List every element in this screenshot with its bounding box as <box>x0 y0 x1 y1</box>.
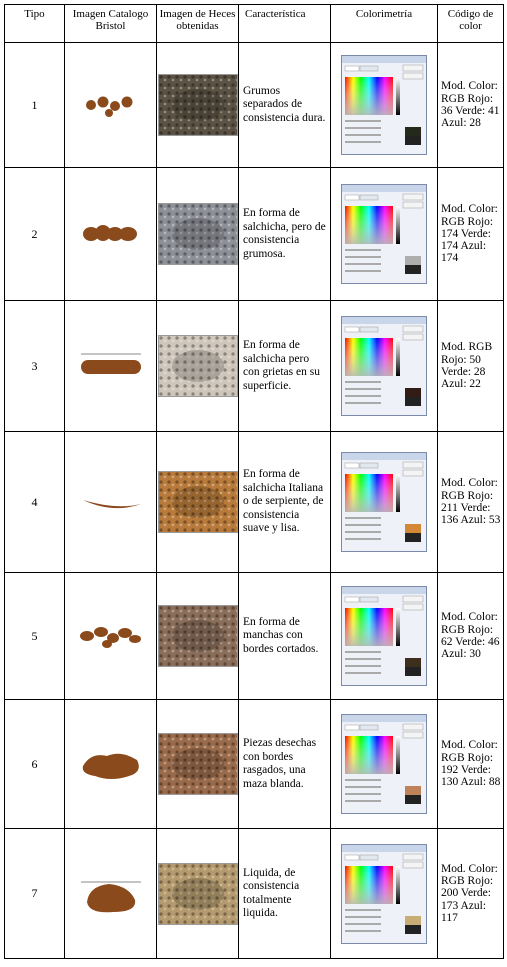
table-row <box>5 43 504 168</box>
catalogo-cell <box>65 700 157 829</box>
catalogo-cell <box>65 168 157 301</box>
codigo-color-cell: Mod. Color: RGB Rojo: 36 Verde: 41 Azul: 28 <box>438 43 504 168</box>
heces-cell <box>157 43 239 168</box>
table-row <box>5 301 504 432</box>
header-tipo: Tipo <box>5 5 65 43</box>
catalogo-cell <box>65 829 157 959</box>
colorimetria-cell <box>331 301 438 432</box>
caracteristica-cell: En forma de manchas con bordes cortados. <box>239 573 331 700</box>
colorimetria-cell <box>331 573 438 700</box>
windows-color-dialog-icon <box>341 452 427 552</box>
heces-cell <box>157 168 239 301</box>
bristol-illustration-icon <box>77 742 145 786</box>
codigo-color-cell: Mod. Color: RGB Rojo: 211 Verde: 136 Azul: 53 <box>438 432 504 573</box>
stool-photo-icon <box>158 74 238 136</box>
stool-photo-icon <box>158 203 238 265</box>
stool-photo-icon <box>158 863 238 925</box>
stool-photo-icon <box>158 605 238 667</box>
bristol-illustration-icon <box>77 212 145 256</box>
windows-color-dialog-icon <box>341 714 427 814</box>
stool-photo-icon <box>158 335 238 397</box>
colorimetria-cell <box>331 829 438 959</box>
bristol-illustration-icon <box>77 344 145 388</box>
bristol-illustration-icon <box>77 480 145 524</box>
header-colorimetria: Colorimetría <box>331 5 438 43</box>
table-row <box>5 432 504 573</box>
stool-photo-icon <box>158 733 238 795</box>
table-row <box>5 168 504 301</box>
catalogo-cell <box>65 573 157 700</box>
heces-cell <box>157 700 239 829</box>
codigo-color-cell: Mod. Color: RGB Rojo: 192 Verde: 130 Azul: 88 <box>438 700 504 829</box>
tipo-cell: 1 <box>5 43 65 168</box>
bristol-illustration-icon <box>77 872 145 916</box>
caracteristica-cell: Piezas desechas con bordes rasgados, una maza blanda. <box>239 700 331 829</box>
header-heces: Imagen de Heces obtenidas <box>157 5 239 43</box>
tipo-cell: 2 <box>5 168 65 301</box>
heces-cell <box>157 432 239 573</box>
caracteristica-cell: Liquida, de consistencia totalmente liquida. <box>239 829 331 959</box>
heces-cell <box>157 829 239 959</box>
caracteristica-cell: En forma de salchicha pero con grietas en su superficie. <box>239 301 331 432</box>
table-row <box>5 700 504 829</box>
windows-color-dialog-icon <box>341 844 427 944</box>
bristol-illustration-icon <box>77 83 145 127</box>
bristol-table <box>4 4 504 959</box>
header-row <box>5 5 504 43</box>
table-row <box>5 829 504 959</box>
header-caracteristica: Característica <box>239 5 331 43</box>
codigo-color-cell: Mod. Color: RGB Rojo: 62 Verde: 46 Azul: 30 <box>438 573 504 700</box>
windows-color-dialog-icon <box>341 316 427 416</box>
bristol-illustration-icon <box>77 614 145 658</box>
tipo-cell: 7 <box>5 829 65 959</box>
tipo-cell: 3 <box>5 301 65 432</box>
colorimetria-cell <box>331 43 438 168</box>
windows-color-dialog-icon <box>341 586 427 686</box>
tipo-cell: 6 <box>5 700 65 829</box>
heces-cell <box>157 301 239 432</box>
stool-photo-icon <box>158 471 238 533</box>
colorimetria-cell <box>331 168 438 301</box>
header-codigo: Código de color <box>438 5 504 43</box>
catalogo-cell <box>65 43 157 168</box>
heces-cell <box>157 573 239 700</box>
windows-color-dialog-icon <box>341 55 427 155</box>
caracteristica-cell: En forma de salchicha Italiana o de serpiente, de consistencia suave y lisa. <box>239 432 331 573</box>
codigo-color-cell: Mod. Color: RGB Rojo: 174 Verde: 174 Azul: 174 <box>438 168 504 301</box>
table-row <box>5 573 504 700</box>
caracteristica-cell: En forma de salchicha, pero de consistencia grumosa. <box>239 168 331 301</box>
colorimetria-cell <box>331 432 438 573</box>
windows-color-dialog-icon <box>341 184 427 284</box>
caracteristica-cell: Grumos separados de consistencia dura. <box>239 43 331 168</box>
tipo-cell: 4 <box>5 432 65 573</box>
header-catalogo: Imagen Catalogo Bristol <box>65 5 157 43</box>
catalogo-cell <box>65 301 157 432</box>
codigo-color-cell: Mod. RGB Rojo: 50 Verde: 28 Azul: 22 <box>438 301 504 432</box>
catalogo-cell <box>65 432 157 573</box>
tipo-cell: 5 <box>5 573 65 700</box>
codigo-color-cell: Mod. Color: RGB Rojo: 200 Verde: 173 Azul: 117 <box>438 829 504 959</box>
colorimetria-cell <box>331 700 438 829</box>
